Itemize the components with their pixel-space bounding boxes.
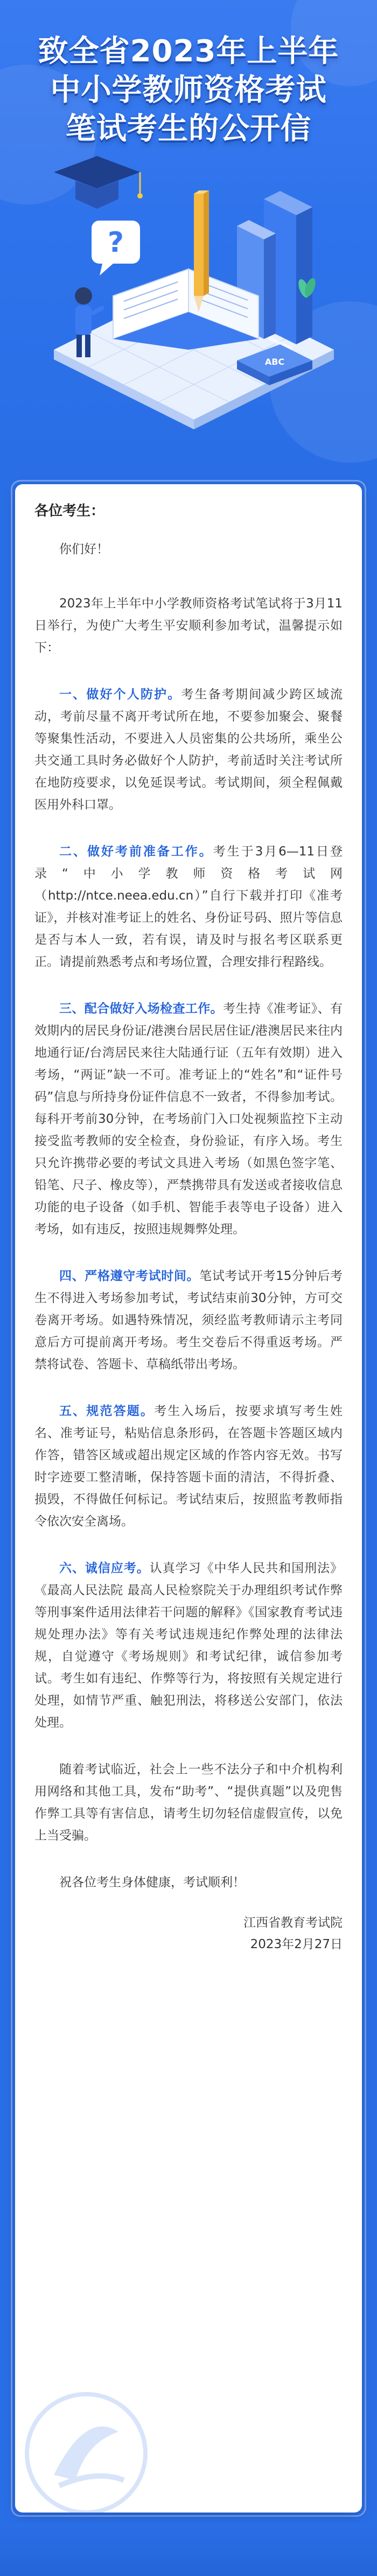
sender-name: 江西省教育考试院 <box>243 1916 343 1930</box>
notice-body: 考生于3月6—11日登录“中小学教师资格考试网（http://ntce.neea.edu.cn）”自行下载并打印《准考证》，并核对准考证上的姓名、身份证号码、照片等信息是否与本人一致，若有误，请及时与报名考区联系更正。请提前熟悉考点和考场位置，合理安排行程路线。 <box>34 845 343 969</box>
title-line-2: 中小学教师资格考试 <box>50 73 327 108</box>
title-line-3: 笔试考生的公开信 <box>66 111 311 146</box>
notice-heading: 二、做好考前准备工作。 <box>59 845 213 859</box>
closing-wish: 祝各位考生身体健康，考试顺利！ <box>59 1876 245 1889</box>
watermark-logo-icon <box>22 2389 151 2518</box>
header-banner <box>0 0 377 473</box>
notice-item-5 <box>34 1400 343 1533</box>
notice-body: 认真学习《中华人民共和国刑法》《最高人民法院 最高人民检察院关于办理组织考试作弊等刑事案件适用法律若干问题的解释》《国家教育考试违规处理办法》等有关考试违规违纪作弊处理的法律法规，自觉遵守《考场规则》和考试纪律，诚信参加考试。考生如有违纪、作弊等行为，将按照有关规定进行处理，如情节严重、触犯刑法，将移送公安部门，依法处理。 <box>34 1561 343 1730</box>
notice-body: 笔试考试开考15分钟后考生不得进入考场参加考试，考试结束前30分钟，方可交卷离开考场。如遇特殊情况，须经监考教师请示主考同意后方可提前离开考场。考生交卷后不得重返考场。严禁将试卷、答题卡、草稿纸带出考场。 <box>34 1269 343 1371</box>
page-title <box>0 32 377 148</box>
svg-text:?: ? <box>107 227 124 259</box>
letter-greeting: 你们好！ <box>59 542 109 556</box>
notice-item-2 <box>34 841 343 973</box>
letter-content <box>34 500 343 1955</box>
letter-intro: 2023年上半年中小学教师资格考试笔试将于3月11日举行，为使广大考生平安顺利参加考试，温馨提示如下： <box>34 597 343 655</box>
notice-body: 考生持《准考证》、有效期内的居民身份证/港澳台居民居住证/港澳居民来往内地通行证/台湾居民来往大陆通行证（五年有效期）进入考场，“两证”缺一不可。准考证上的“姓名”和“证件号码”信息与所持身份证件信息不一致者，不得参加考试。每科开考前30分钟，在考场前门入口处视频监控下主动接受监考教师的安全检查，身份验证，有序入场。考生只允许携带必要的考试文具进入考场（如黑色签字笔、铅笔、尺子、橡皮等），严禁携带具有发送或者接收信息功能的电子设备（如手机、智能手表等电子设备）进入考场，如有违反，按照违规舞弊处理。 <box>34 1002 343 1236</box>
notice-item-4 <box>34 1265 343 1376</box>
notice-heading: 六、诚信应考。 <box>59 1561 150 1575</box>
title-line-1: 致全省2023年上半年 <box>38 34 339 69</box>
notice-heading: 一、做好个人防护。 <box>59 688 181 702</box>
notice-heading: 三、配合做好入场检查工作。 <box>59 1002 224 1016</box>
notice-heading: 五、规范答题。 <box>59 1404 155 1418</box>
footer-band <box>0 2523 377 2576</box>
notice-item-1 <box>34 684 343 816</box>
signature-block <box>34 1912 343 1955</box>
education-illustration-icon <box>32 135 345 436</box>
letter-salutation: 各位考生： <box>34 503 105 519</box>
fraud-warning: 随着考试临近，社会上一些不法分子和中介机构利用网络和其他工具，发布“助考”、“提供真题”以及兜售作弊工具等有害信息，请考生切勿轻信虚假宣传，以免上当受骗。 <box>34 1763 343 1843</box>
notice-body: 考生备考期间减少跨区域流动，考前尽量不离开考试所在地，不要参加聚会、聚餐等聚集性活动，不要进入人员密集的公共场所，乘坐公共交通工具时务必做好个人防护，考前适时关注考试所在地防疫要求，以免延误考试。考试期间，须全程佩戴医用外科口罩。 <box>34 688 343 812</box>
notice-item-6 <box>34 1558 343 1734</box>
letter-date: 2023年2月27日 <box>250 1937 343 1951</box>
abc-label: ABC <box>264 357 285 367</box>
notice-item-3 <box>34 998 343 1241</box>
notice-body: 考生入场后，按要求填写考生姓名、准考证号，粘贴信息条形码，在答题卡答题区域内作答，错答区域或超出规定区域的作答内容无效。书写时字迹要工整清晰，保持答题卡面的清洁，不得折叠、损毁，不得做任何标记。考试结束后，按照监考教师指令依次安全离场。 <box>34 1404 343 1528</box>
notice-heading: 四、严格遵守考试时间。 <box>59 1269 200 1283</box>
